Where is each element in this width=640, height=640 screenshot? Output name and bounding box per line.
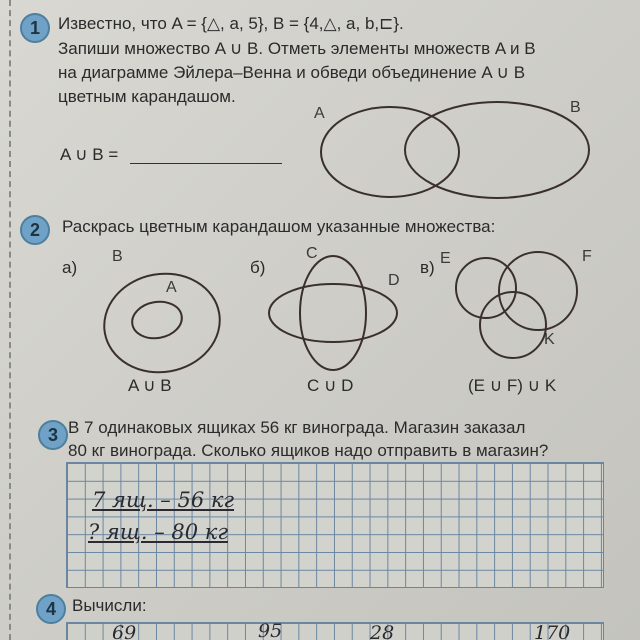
calc-grid[interactable] — [66, 622, 604, 640]
set-b-label: B — [112, 248, 123, 265]
task-number: 2 — [29, 219, 40, 240]
venn-set-f[interactable] — [499, 252, 577, 330]
task3-line-2: 80 кг винограда. Сколько ящиков надо отправить в магазин? — [68, 441, 549, 460]
caption-b: C ∪ D — [307, 376, 354, 395]
set-k-label: K — [544, 331, 555, 348]
venn-label-b: B — [570, 99, 581, 116]
set-d-label: D — [388, 272, 400, 289]
venn-set-b-outer[interactable] — [96, 265, 227, 382]
venn-set-d[interactable] — [300, 256, 366, 370]
task-number: 3 — [47, 424, 58, 445]
handwritten-line-2: ? ящ. – 80 кг — [88, 520, 228, 544]
task1-line-1: Известно, что A = {△, a, 5}, B = {4,△, a, b,⊏⁠⁠⁠⁠}. — [58, 14, 404, 33]
caption-c: (E ∪ F) ∪ K — [468, 376, 557, 395]
part-c-letter: в) — [420, 258, 435, 277]
task-number: 1 — [29, 17, 40, 38]
task2-text: Раскрась цветным карандашом указанные множества: — [62, 217, 496, 236]
task1-line-3: на диаграмме Эйлера–Венна и обведи объединение A ∪ B — [58, 63, 526, 82]
task3-line-1: В 7 одинаковых ящиках 56 кг винограда. Магазин заказал — [68, 418, 526, 437]
partial-number: 170 — [534, 622, 571, 640]
venn-label-a: A — [314, 105, 325, 122]
partial-number: 95 — [258, 620, 283, 640]
part-b-letter: б) — [250, 258, 266, 277]
task-number-badge — [36, 594, 66, 624]
task1-line-2: Запиши множество A ∪ B. Отметь элементы множеств A и B — [58, 39, 536, 58]
caption-a: A ∪ B — [128, 376, 172, 395]
task4-text: Вычисли: — [72, 596, 147, 615]
partial-number: 28 — [370, 622, 395, 640]
venn-set-c[interactable] — [269, 284, 397, 342]
answer-label: A ∪ B = — [60, 145, 119, 164]
set-a-label: A — [166, 279, 177, 296]
task1-line-4: цветным карандашом. — [58, 87, 236, 106]
task-number-badge — [38, 420, 68, 450]
part-a-letter: а) — [62, 258, 78, 277]
venn-set-a-inner[interactable] — [129, 298, 184, 342]
set-e-label: E — [440, 250, 451, 267]
venn-set-b[interactable] — [405, 102, 589, 198]
set-f-label: F — [582, 248, 592, 265]
handwritten-line-1: 7 ящ. – 56 кг — [92, 488, 235, 512]
venn-set-a[interactable] — [321, 107, 459, 197]
task-number: 4 — [45, 598, 56, 619]
set-c-label: C — [306, 245, 318, 262]
partial-number: 69 — [112, 622, 137, 640]
